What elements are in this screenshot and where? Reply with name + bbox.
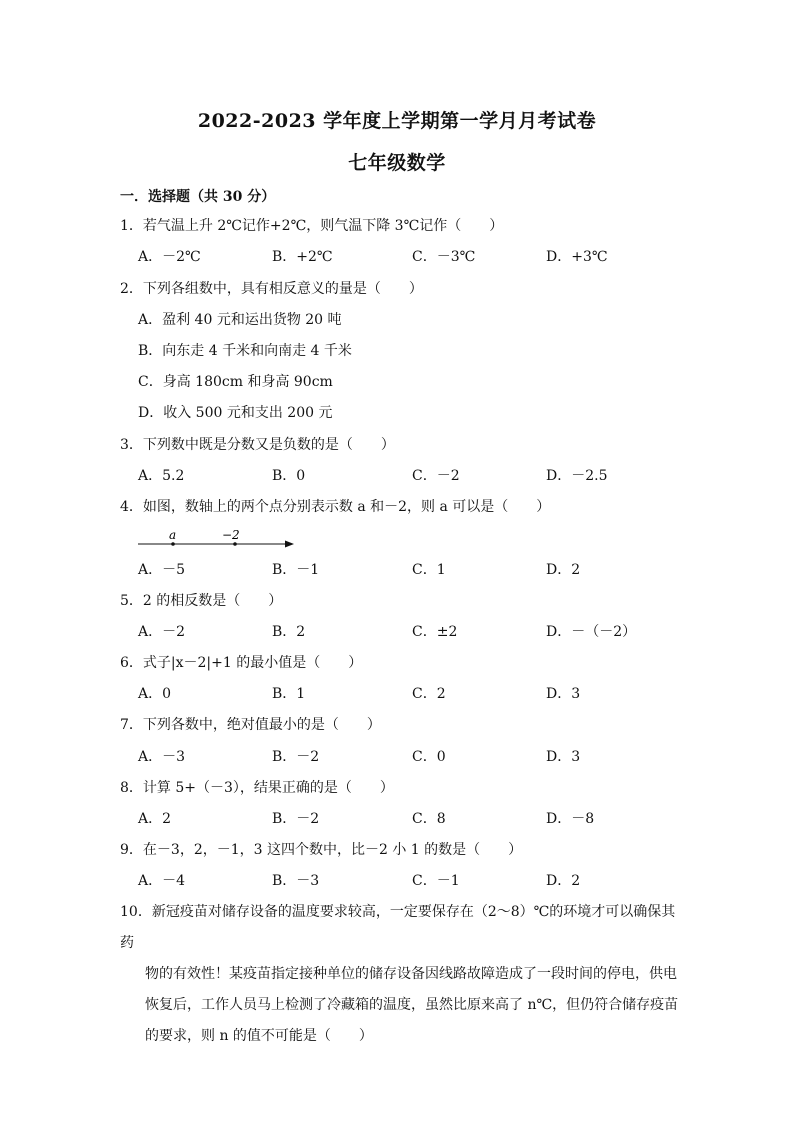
question-7-stem: 7．下列各数中，绝对值最小的是（ ） <box>120 717 381 733</box>
section-heading: 一．选择题（共 30 分） <box>120 189 276 205</box>
question-6-stem: 6．式子|x－2|+1 的最小值是（ ） <box>120 655 363 671</box>
number-line-point-minus-2 <box>233 542 237 546</box>
question-5-option-b: B．2 <box>272 624 306 640</box>
question-8-option-b: B．－2 <box>272 811 320 827</box>
question-1-option-a: A．－2℃ <box>138 249 201 265</box>
question-5-option-c: C．±2 <box>412 624 458 640</box>
question-3-options <box>0 466 794 486</box>
question-8-option-c: C．8 <box>412 811 446 827</box>
question-1-options <box>0 247 794 267</box>
question-9-option-a: A．－4 <box>138 873 186 889</box>
question-3-option-a: A．5.2 <box>138 468 185 484</box>
question-7-option-c: C．0 <box>412 749 446 765</box>
question-6-option-a: A．0 <box>138 686 172 702</box>
number-line-label-a: a <box>169 528 177 542</box>
question-9-stem: 9．在－3，2，－1，3 这四个数中，比－2 小 1 的数是（ ） <box>120 842 523 858</box>
question-8-option-d: D．－8 <box>546 811 595 827</box>
question-4-option-a: A．－5 <box>138 562 186 578</box>
number-line-label-minus-2: −2 <box>222 528 240 542</box>
question-9-option-b: B．－3 <box>272 873 320 889</box>
question-10-stem <box>120 897 680 1052</box>
question-6-options <box>0 684 794 704</box>
exam-title: 2022-2023 学年度上学期第一学月月考试卷 <box>197 110 597 132</box>
question-10-stem-continuation: 物的有效性！某疫苗指定接种单位的储存设备因线路故障造成了一段时间的停电，供电恢复后，工作人员马上检测了冷藏箱的温度，虽然比原来高了 n℃，但仍符合储存疫苗的要求，则 n 的值不可能是（ ） <box>145 966 679 1044</box>
number-line-arrow-icon <box>285 541 294 548</box>
question-9-option-c: C．－1 <box>412 873 460 889</box>
question-2-option-d: D．收入 500 元和支出 200 元 <box>138 405 333 421</box>
question-4-option-d: D．2 <box>546 562 581 578</box>
question-3-option-b: B．0 <box>272 468 306 484</box>
question-5-option-a: A．－2 <box>138 624 186 640</box>
question-7-options <box>0 747 794 767</box>
question-5-stem: 5．2 的相反数是（ ） <box>120 593 283 609</box>
question-2-option-a: A．盈利 40 元和运出货物 20 吨 <box>138 312 342 328</box>
question-1-option-d: D．+3℃ <box>546 249 608 265</box>
number-line-point-a <box>171 542 175 546</box>
question-4-option-b: B．－1 <box>272 562 320 578</box>
question-3-option-c: C．－2 <box>412 468 460 484</box>
question-5-options <box>0 622 794 642</box>
question-4-options <box>0 560 794 580</box>
question-4-option-c: C．1 <box>412 562 446 578</box>
question-3-option-d: D．－2.5 <box>546 468 608 484</box>
question-1-option-c: C．－3℃ <box>412 249 476 265</box>
question-1-option-b: B．+2℃ <box>272 249 333 265</box>
question-10-stem-first-line: 10．新冠疫苗对储存设备的温度要求较高，一定要保存在（2～8）℃的环境才可以确保其药 <box>120 904 676 951</box>
question-7-option-a: A．－3 <box>138 749 186 765</box>
question-3-stem: 3．下列数中既是分数又是负数的是（ ） <box>120 437 395 453</box>
question-7-option-b: B．－2 <box>272 749 320 765</box>
question-6-option-c: C．2 <box>412 686 446 702</box>
question-1-stem: 1．若气温上升 2℃记作+2℃，则气温下降 3℃记作（ ） <box>120 218 504 234</box>
question-2-option-c: C．身高 180cm 和身高 90cm <box>138 374 333 390</box>
question-2-option-b: B．向东走 4 千米和向南走 4 千米 <box>138 343 352 359</box>
question-9-option-d: D．2 <box>546 873 581 889</box>
question-4-stem: 4．如图，数轴上的两个点分别表示数 a 和－2，则 a 可以是（ ） <box>120 499 551 515</box>
question-6-option-d: D．3 <box>546 686 581 702</box>
question-6-option-b: B．1 <box>272 686 306 702</box>
question-7-option-d: D．3 <box>546 749 581 765</box>
question-8-stem: 8．计算 5+（－3），结果正确的是（ ） <box>120 780 394 796</box>
question-9-options <box>0 871 794 891</box>
number-line-figure <box>138 528 298 550</box>
question-8-option-a: A．2 <box>138 811 172 827</box>
exam-subtitle: 七年级数学 <box>348 152 446 174</box>
question-5-option-d: D．－（－2） <box>546 624 637 640</box>
question-2-stem: 2．下列各组数中，具有相反意义的量是（ ） <box>120 281 423 297</box>
question-8-options <box>0 809 794 829</box>
